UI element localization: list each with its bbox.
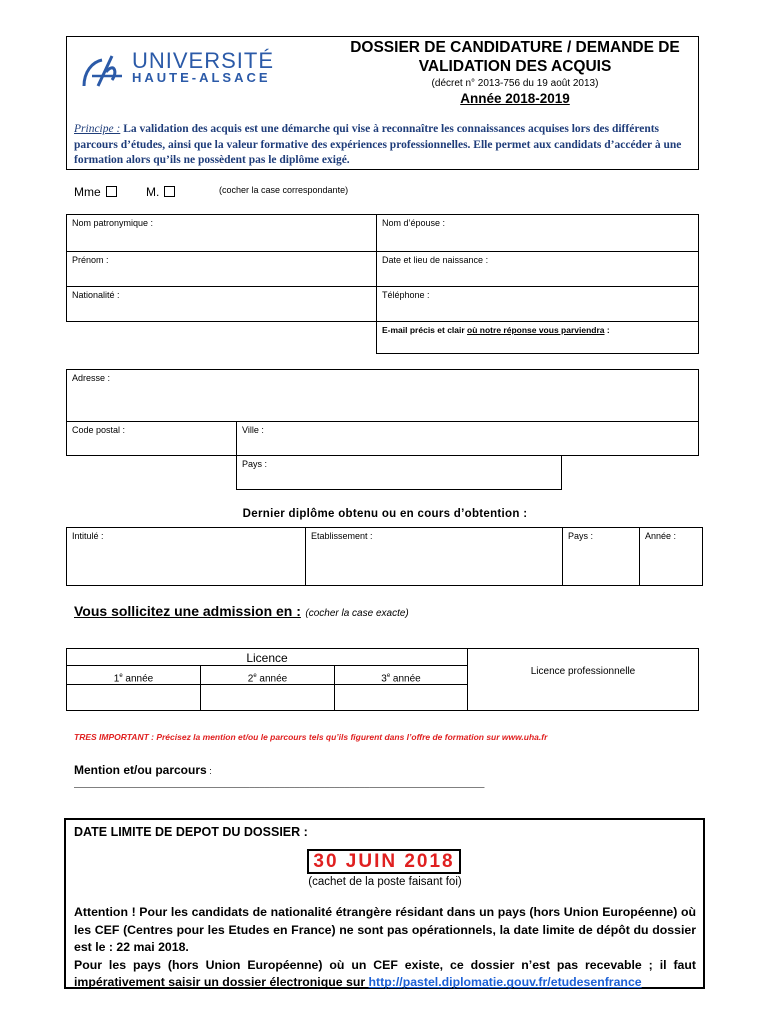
page-title: DOSSIER DE CANDIDATURE / DEMANDE DE VALIDATION DES ACQUIS <box>350 39 680 75</box>
email-label-underlined: où notre réponse vous parviendra <box>467 325 605 335</box>
diploma-heading: Dernier diplôme obtenu ou en cours d’obtention : <box>242 508 528 520</box>
pastel-link[interactable]: http://pastel.diplomatie.gouv.fr/etudesenfrance <box>368 975 642 989</box>
deadline-date: 30 JUIN 2018 <box>307 849 461 874</box>
ville-label: Ville : <box>242 425 264 435</box>
field-date-lieu-naissance[interactable] <box>376 251 699 287</box>
year2-word: année <box>256 673 288 685</box>
year1-checkbox-cell[interactable] <box>66 684 201 711</box>
nationalite-label: Nationalité : <box>72 290 120 300</box>
principle-paragraph <box>74 122 699 169</box>
admission-note: (cocher la case exacte) <box>305 608 409 619</box>
mention-row <box>74 763 212 777</box>
postmark-note: (cachet de la poste faisant foi) <box>308 876 462 888</box>
field-annee[interactable] <box>639 527 703 586</box>
field-code-postal[interactable] <box>66 421 237 456</box>
licence-pro-label: Licence professionnelle <box>530 666 636 677</box>
year3-checkbox-cell[interactable] <box>334 684 468 711</box>
field-adresse[interactable] <box>66 369 699 422</box>
attention-paragraph <box>74 904 696 992</box>
mention-input-line[interactable]: __________________________________________________________________________________ <box>74 778 485 788</box>
intitule-label: Intitulé : <box>72 531 104 541</box>
email-label: E-mail précis et clair <box>382 325 468 335</box>
email-label-colon: : <box>604 325 610 335</box>
date-lieu-label: Date et lieu de naissance : <box>382 255 489 265</box>
principle-text: La validation des acquis est une démarche qui vise à reconnaître les connaissances acquises lors des différents parcours d’études, ainsi que la valeur formative des expériences professionnelles. Elle permet aux candidats d’accéder à une formation alors qu’ils ne possèdent pas le diplôme exigé. <box>74 123 682 166</box>
decree-reference: (décret n° 2013-756 du 19 août 2013) <box>431 78 599 89</box>
civility-m-label: M. <box>146 185 160 199</box>
field-etablissement[interactable] <box>305 527 563 586</box>
field-nom-patronymique[interactable] <box>66 214 377 252</box>
admission-heading-row <box>74 603 409 621</box>
logo-line2: HAUTE-ALSACE <box>132 70 271 85</box>
field-ville[interactable] <box>236 421 699 456</box>
year2-checkbox-cell[interactable] <box>200 684 335 711</box>
civility-m[interactable] <box>146 185 175 199</box>
adresse-label: Adresse : <box>72 373 111 383</box>
deadline-heading: DATE LIMITE DE DEPOT DU DOSSIER : <box>74 825 308 839</box>
diploma-pays-label: Pays : <box>568 531 594 541</box>
admission-heading: Vous sollicitez une admission en : <box>74 603 301 619</box>
logo-line1: UNIVERSITÉ <box>132 48 275 73</box>
year1-header <box>66 665 201 685</box>
year3-sup: e <box>386 673 391 679</box>
attention-text: Attention ! Pour les candidats de nationalité étrangère résidant dans un pays (hors Union Européenne) où les CEF (Centres pour les Etudes en France) ne sont pas opérationnels, la date limite de dépôt du dossier est le : 22 mai 2018. <box>74 905 696 954</box>
year3-number: 3 <box>381 673 387 685</box>
civility-note: (cocher la case correspondante) <box>219 185 349 195</box>
licence-label: Licence <box>246 651 288 665</box>
field-nom-epouse[interactable] <box>376 214 699 252</box>
telephone-label: Téléphone : <box>382 290 430 300</box>
nom-epouse-label: Nom d’épouse : <box>382 218 446 228</box>
civility-mme-label: Mme <box>74 185 101 199</box>
field-prenom[interactable] <box>66 251 377 287</box>
pays-label: Pays : <box>242 459 268 469</box>
important-notice: TRES IMPORTANT : Précisez la mention et/ou le parcours tels qu’ils figurent dans l’offre de formation sur www.uha.fr <box>74 732 548 742</box>
academic-year: Année 2018-2019 <box>460 91 570 106</box>
field-pays[interactable] <box>236 455 562 490</box>
year2-header <box>200 665 335 685</box>
licence-header <box>66 648 468 666</box>
year3-header <box>334 665 468 685</box>
year2-number: 2 <box>247 673 254 685</box>
annee-label: Année : <box>645 531 677 541</box>
field-intitule[interactable] <box>66 527 306 586</box>
year1-number: 1 <box>113 673 120 685</box>
field-nationalite[interactable] <box>66 286 377 322</box>
year1-word: année <box>122 673 154 685</box>
licence-pro-cell[interactable] <box>467 648 699 711</box>
field-email[interactable] <box>376 321 699 354</box>
nom-patronymique-label: Nom patronymique : <box>72 218 154 228</box>
civility-mme[interactable] <box>74 185 117 199</box>
cef-text: Pour les pays (hors Union Européenne) où un CEF existe, ce dossier n’est pas recevable ; il faut impérativement saisir un dossier électronique sur <box>74 957 696 989</box>
code-postal-label: Code postal : <box>72 425 126 435</box>
year2-sup: e <box>253 673 257 679</box>
field-telephone[interactable] <box>376 286 699 322</box>
year1-sup: e <box>119 673 123 679</box>
etablissement-label: Etablissement : <box>311 531 373 541</box>
prenom-label: Prénom : <box>72 255 109 265</box>
mme-checkbox[interactable] <box>106 186 117 197</box>
principle-label: Principe : <box>74 123 121 135</box>
mention-colon: : <box>206 766 212 776</box>
year3-word: année <box>390 673 421 685</box>
m-checkbox[interactable] <box>164 186 175 197</box>
mention-label: Mention et/ou parcours <box>74 763 207 777</box>
field-diploma-pays[interactable] <box>562 527 640 586</box>
